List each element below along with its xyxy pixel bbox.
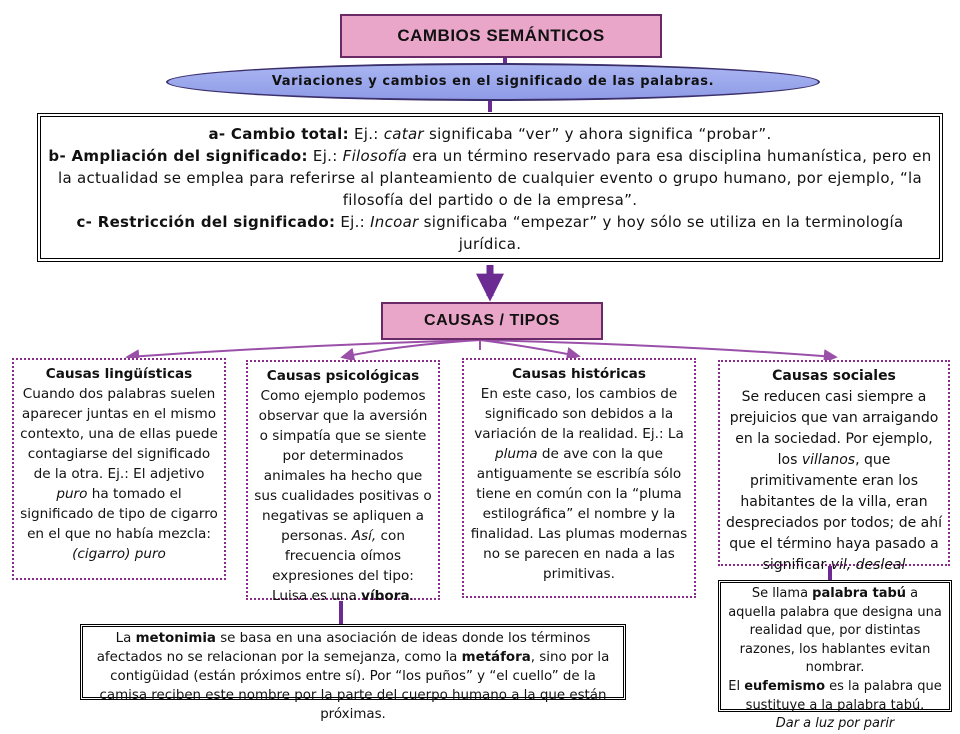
cause-sociales-title: Causas sociales bbox=[772, 368, 896, 384]
type-c-label: c- Restricción del significado: bbox=[76, 213, 336, 231]
causes-header-text: CAUSAS / TIPOS bbox=[424, 312, 560, 329]
types-box bbox=[37, 113, 943, 262]
causes-header bbox=[381, 302, 603, 340]
cause-psicologicas-title: Causas psicológicas bbox=[266, 368, 420, 384]
cause-psicologicas: Causas psicológicas Como ejemplo podemos observar que la aversión o simpatía que se siente por determinados animales ha hecho que sus cualidades positivas o negativas se apliquen a personas. Así, con frecuencia oímos expresiones del tipo: Luisa es una víbora. bbox=[246, 360, 440, 600]
type-c-word: Incoar bbox=[370, 213, 419, 231]
tabu-example: Dar a luz por parir bbox=[775, 716, 895, 732]
type-b: b- Ampliación del significado: Ej.: Filosofía era un término reservado para esa disciplina humanística, pero en la actualidad se emplea para referirse al planteamiento de cualquier evento o grupo humano, por ejemplo, “la filosofía del partido o de la empresa”. bbox=[48, 147, 932, 209]
type-a: a- Cambio total: Ej.: catar significaba “ver” y ahora significa “probar”. bbox=[208, 125, 772, 143]
type-b-label: b- Ampliación del significado: bbox=[48, 147, 308, 165]
diagram-title bbox=[340, 14, 662, 58]
diagram-title-text: CAMBIOS SEMÁNTICOS bbox=[397, 26, 605, 45]
tabu-note: Se llama palabra tabú a aquella palabra que designa una realidad que, por distintas razones, los hablantes evitan nombrar. El eufemismo es la palabra que sustituye a la palabra tabú. Dar a luz por parir bbox=[718, 580, 952, 712]
arrow-to-linguisticas bbox=[128, 340, 480, 357]
type-c: c- Restricción del significado: Ej.: Incoar significaba “empezar” y hoy sólo se utiliza en la terminología jurídica. bbox=[76, 213, 904, 253]
cause-sociales: Causas sociales Se reducen casi siempre a prejuicios que van arraigando en la sociedad. Por ejemplo, los villanos, que primitivamente eran los habitantes de la villa, eran despreciados por todos; de ahí que el término haya pasado a significar vil, desleal bbox=[718, 360, 950, 566]
cause-historicas: Causas históricas En este caso, los cambios de significado son debidos a la variación de la realidad. Ej.: La pluma de ave con la que antiguamente se escribía sólo tiene en común con la “pluma estilográfica” el nombre y la finalidad. Las plumas modernas no se parecen en nada a las primitivas. bbox=[462, 358, 696, 598]
definition-text: Variaciones y cambios en el significado de las palabras. bbox=[271, 74, 715, 89]
metonimia-term: metonimia bbox=[135, 631, 216, 646]
cause-linguisticas-title: Causas lingüísticas bbox=[45, 366, 193, 382]
type-b-word: Filosofía bbox=[342, 147, 408, 165]
metonimia-note: La metonimia se basa en una asociación de ideas donde los términos afectados no se relacionan por la semejanza, como la metáfora, sino por la contigüidad (están próximos entre sí). Por “los puños” y “el cuello” de la camisa reciben este nombre por la parte del cuerpo humano a la que están próximas. bbox=[80, 624, 626, 700]
eufemismo-term: eufemismo bbox=[744, 678, 825, 694]
cause-linguisticas: Causas lingüísticas Cuando dos palabras suelen aparecer juntas en el mismo contexto, una de ellas puede contagiarse del significado de la otra. Ej.: El adjetivo puro ha tomado el significado de tipo de cigarro en el que no había mezcla: (cigarro) puro bbox=[12, 358, 226, 580]
type-a-word: catar bbox=[383, 125, 424, 143]
tabu-term: palabra tabú bbox=[812, 586, 907, 601]
cause-historicas-title: Causas históricas bbox=[512, 366, 646, 382]
type-a-label: a- Cambio total: bbox=[208, 125, 349, 143]
definition-ellipse bbox=[166, 63, 820, 101]
